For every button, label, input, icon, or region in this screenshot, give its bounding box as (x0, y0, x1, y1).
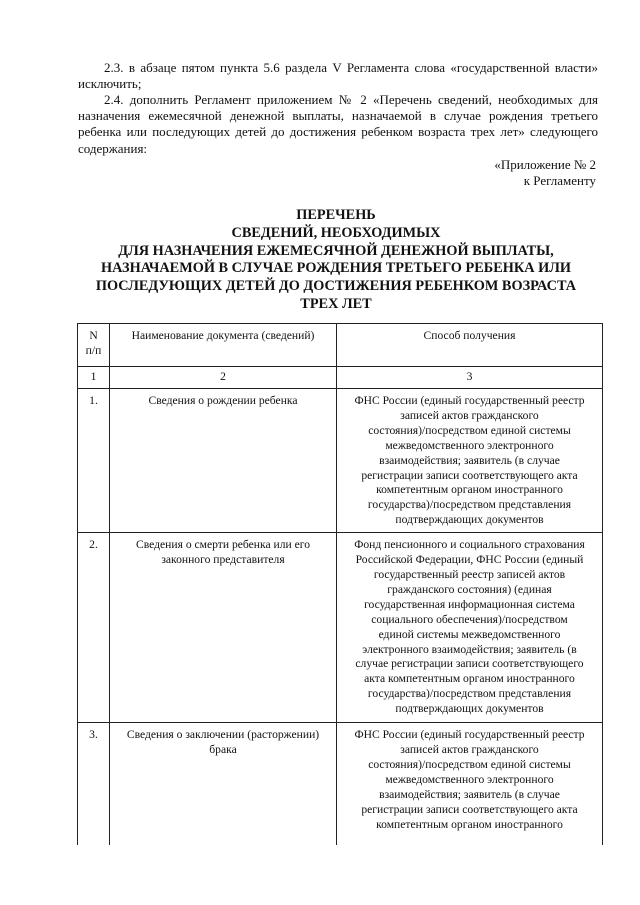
method-line: ФНС России (единый государственный реестр (354, 728, 585, 742)
appendix-line: к Регламенту (523, 173, 596, 189)
column-number: 1 (78, 367, 110, 389)
row-number: 1. (78, 389, 110, 533)
method-line: государственная информационная система (364, 597, 575, 611)
row-number: 3. (78, 723, 110, 846)
method-line: подтверждающих документов (395, 513, 544, 527)
method-line: государства)/посредством представления (367, 687, 572, 701)
paragraph-2-4: 2.4. дополнить Регламент приложением № 2 «Перечень сведений, необходимых для назначения ежемесячной денежной выплаты, назначаемой в случае рождения третьего ребенка или последующих детей до достижения ребенком возраста трех лет» следующего содержания: (78, 92, 598, 156)
table-row (78, 723, 603, 846)
method-line: ФНС России (единый государственный реестр (354, 394, 585, 407)
column-numbers-row (78, 367, 603, 389)
title-line: ПОСЛЕДУЮЩИХ ДЕТЕЙ ДО ДОСТИЖЕНИЯ РЕБЕНКОМ ВОЗРАСТА (95, 278, 577, 295)
header-document: Наименование документа (сведений) (110, 324, 337, 367)
method-line: единой системы межведомственного (378, 627, 561, 641)
method-line: регистрации записи соответствующего акта (361, 468, 578, 482)
row-document (110, 533, 337, 723)
title-line: НАЗНАЧАЕМОЙ В СЛУЧАЕ РОЖДЕНИЯ ТРЕТЬЕГО РЕБЕНКА ИЛИ (100, 260, 572, 277)
method-line: гражданского состояния) (единая (387, 582, 552, 596)
title-line: СВЕДЕНИЙ, НЕОБХОДИМЫХ (231, 224, 441, 241)
method-line: компетентным органом иностранного (376, 817, 563, 831)
paragraph-2-3: 2.3. в абзаце пятом пункта 5.6 раздела V Регламента слова «государственной власти» исключить; (78, 60, 598, 92)
method-line: социального обеспечения)/посредством (371, 612, 568, 626)
method-line: случае регистрации записи соответствующего (355, 657, 584, 671)
document-line: брака (209, 743, 237, 757)
header-number-line: п/п (85, 343, 102, 357)
list-title (60, 207, 612, 314)
method-line: взаимодействия; заявитель (в случае (379, 453, 560, 467)
method-line: подтверждающих документов (395, 702, 544, 716)
title-line: ТРЕХ ЛЕТ (300, 295, 372, 312)
method-line: компетентным органом иностранного (376, 483, 563, 497)
method-line: взаимодействия; заявитель (в случае (379, 787, 560, 801)
table-header-row (78, 324, 603, 367)
method-line: записей актов гражданского (400, 408, 539, 422)
method-line: Российской Федерации, ФНС России (единый (355, 553, 584, 567)
method-line: регистрации записи соответствующего акта (361, 802, 578, 816)
document-line: Сведения о заключении (расторжении) (126, 728, 320, 742)
row-document (110, 723, 337, 846)
documents-table (77, 323, 603, 845)
header-method: Способ получения (337, 324, 603, 367)
row-method (337, 533, 603, 723)
document-line: Сведения о смерти ребенка или его (136, 538, 310, 552)
column-number: 2 (110, 367, 337, 389)
method-line: электронного взаимодействия; заявитель (в (362, 642, 577, 656)
method-line: состояния)/посредством единой системы (368, 757, 571, 771)
title-line: ДЛЯ НАЗНАЧЕНИЯ ЕЖЕМЕСЯЧНОЙ ДЕНЕЖНОЙ ВЫПЛАТЫ, (118, 242, 554, 259)
document-line: законного представителя (161, 553, 285, 567)
header-number-line: N (89, 329, 98, 342)
method-line: состояния)/посредством единой системы (368, 423, 571, 437)
appendix-line: «Приложение № 2 (494, 157, 596, 172)
method-line: государственный реестр записей актов (373, 567, 566, 581)
table-row (78, 389, 603, 533)
column-number: 3 (337, 367, 603, 389)
method-line: межведомственного электронного (385, 438, 554, 452)
method-line: акта компетентным органом иностранного (364, 672, 575, 686)
row-number: 2. (78, 533, 110, 723)
method-line: межведомственного электронного (385, 772, 554, 786)
appendix-heading (494, 157, 596, 189)
table-row (78, 533, 603, 723)
row-method (337, 389, 603, 533)
row-method (337, 723, 603, 846)
method-line: записей актов гражданского (400, 743, 539, 757)
header-number (78, 324, 110, 367)
method-line: Фонд пенсионного и социального страхования (354, 538, 585, 552)
document-line: Сведения о рождении ребенка (148, 394, 298, 407)
title-line: ПЕРЕЧЕНЬ (296, 207, 376, 223)
method-line: государства)/посредством представления (367, 498, 572, 512)
row-document (110, 389, 337, 533)
